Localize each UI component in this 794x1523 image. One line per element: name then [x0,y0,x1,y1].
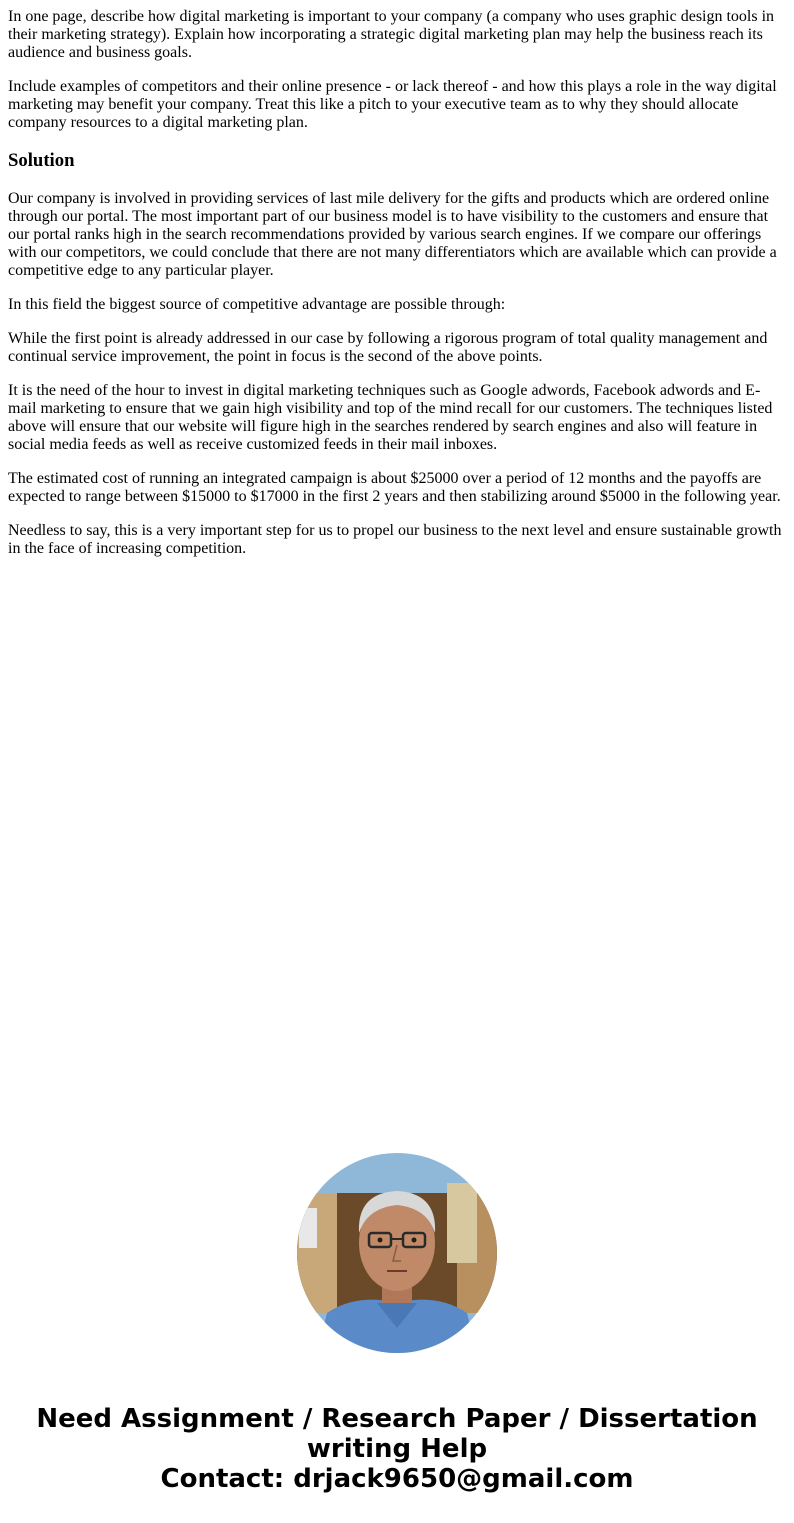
document-body [8,0,786,574]
solution-paragraph-5: The estimated cost of running an integrated campaign is about $25000 over a period of 12 months and the payoffs are expected to range between $15000 to $17000 in the first 2 years and then stabilizing around $5000 in the following year. [8,470,781,505]
question-paragraph-2: Include examples of competitors and their online presence - or lack thereof - and how this plays a role in the way digital marketing may benefit your company. Treat this like a pitch to your executive team as to why they should allocate company resources to a digital marketing plan. [8,78,777,131]
promo-line-1: Need Assignment / Research Paper / Dissertation [36,1404,758,1434]
solution-paragraph-3: While the first point is already addressed in our case by following a rigorous program of total quality management and continual service improvement, the point in focus is the second of the above points. [8,330,768,365]
avatar [297,1153,497,1353]
solution-heading: Solution [8,150,75,171]
solution-paragraph-2: In this field the biggest source of competitive advantage are possible through: [8,296,506,313]
solution-paragraph-6: Needless to say, this is a very important step for us to propel our business to the next level and ensure sustainable growth in the face of increasing competition. [8,522,782,557]
promo-line-2: writing Help [306,1434,488,1464]
promo-banner [0,1404,794,1494]
person-photo-icon [297,1153,497,1353]
solution-paragraph-4: It is the need of the hour to invest in digital marketing techniques such as Google adwords, Facebook adwords and E-mail marketing to ensure that we gain high visibility and top of the mind recall for our customers. The techniques listed above will ensure that our website will figure high in the searches rendered by search engines and also will feature in social media feeds as well as receive customized feeds in their mail inboxes. [8,382,773,453]
solution-paragraph-1: Our company is involved in providing services of last mile delivery for the gifts and products which are ordered online through our portal. The most important part of our business model is to have visibility to the customers and ensure that our portal ranks high in the search recommendations provided by various search engines. If we compare our offerings with our competitors, we could conclude that there are not many differentiators which are available which can provide a competitive edge to any particular player. [8,190,777,279]
promo-contact: Contact: drjack9650@gmail.com [160,1464,634,1494]
question-paragraph-1: In one page, describe how digital marketing is important to your company (a company who uses graphic design tools in their marketing strategy). Explain how incorporating a strategic digital marketing plan may help the business reach its audience and business goals. [8,8,775,61]
